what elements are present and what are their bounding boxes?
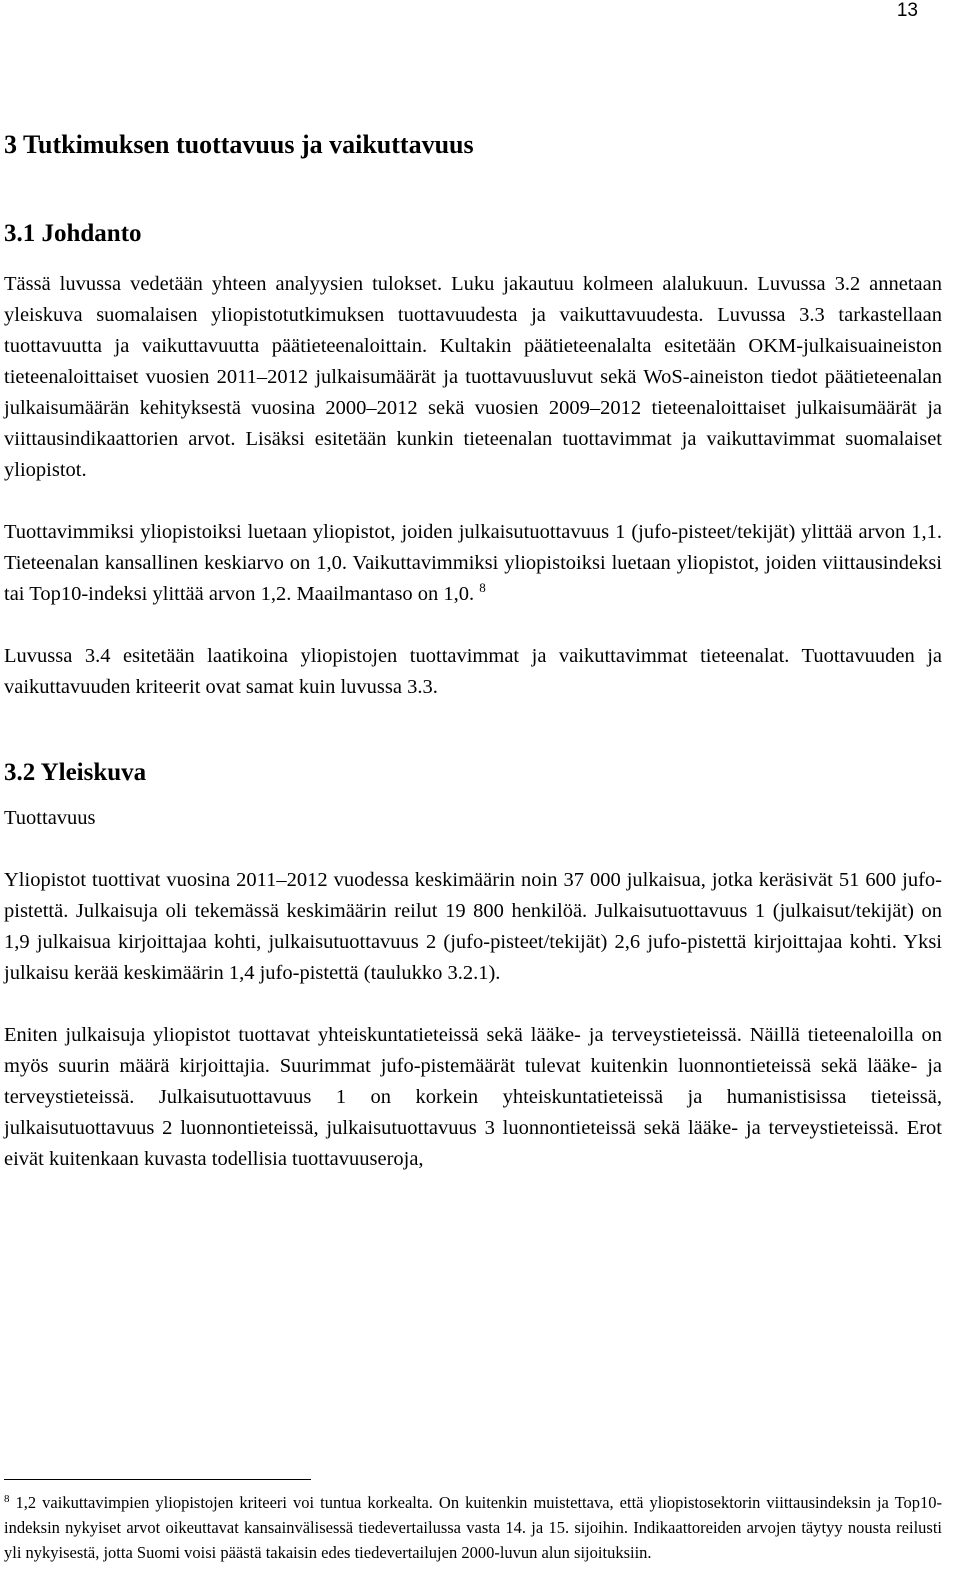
section-heading-yleiskuva: 3.2 Yleiskuva [4, 759, 147, 786]
chapter-title: 3 Tutkimuksen tuottavuus ja vaikuttavuus [4, 130, 474, 159]
page-content [4, 125, 942, 1175]
footnote-reference: 8 [479, 580, 486, 595]
footnote [4, 1490, 942, 1565]
footnote-divider [4, 1479, 311, 1480]
footnote-number: 8 [4, 1493, 10, 1505]
paragraph-intro-2 [4, 517, 942, 610]
footnote-text: 1,2 vaikuttavimpien yliopistojen kriteeri voi tuntua korkealta. On kuitenkin muistettava, että yliopistosektorin viittausindeksin ja Top10-indeksin nykyiset arvot oikeuttavat kansainvälisessä tiedevertailussa vasta 14. ja 15. sijoihin. Indikaattoreiden arvojen täytyy nousta reilusti yli nykyisestä, jotta Suomi voisi päästä takaisin edes tiedevertailujen 2000-luvun alun sijoituksiin. [4, 1493, 942, 1562]
paragraph-intro-3: Luvussa 3.4 esitetään laatikoina yliopistojen tuottavimmat ja vaikuttavimmat tieteenalat. Tuottavuuden ja vaikuttavuuden kriteerit ovat samat kuin luvussa 3.3. [4, 645, 942, 698]
paragraph-yleiskuva-1: Yliopistot tuottivat vuosina 2011–2012 vuodessa keskimäärin noin 37 000 julkaisua, jotka keräsivät 51 600 jufo-pistettä. Julkaisuja oli tekemässä keskimäärin reilut 19 800 henkilöä. Julkaisutuottavuus 1 (julkaisut/tekijät) on 1,9 julkaisua kirjoittajaa kohti, julkaisutuottavuus 2 (jufo-pisteet/tekijät) 2,6 jufo-pistettä kirjoittajaa kohti. Yksi julkaisu kerää keskimäärin 1,4 jufo-pistettä (taulukko 3.2.1). [4, 869, 942, 984]
paragraph-intro-2-text: Tuottavimmiksi yliopistoiksi luetaan yliopistot, joiden julkaisutuottavuus 1 (jufo-pisteet/tekijät) ylittää arvon 1,1. Tieteenalan kansallinen keskiarvo on 1,0. Vaikuttavimmiksi yliopistoiksi luetaan yliopistot, joiden viittausindeksi tai Top10-indeksi ylittää arvon 1,2. Maailmantaso on 1,0. [4, 521, 942, 605]
section-heading-johdanto: 3.1 Johdanto [4, 220, 142, 247]
page-number: 13 [896, 0, 918, 21]
subheading-tuottavuus: Tuottavuus [4, 807, 96, 829]
paragraph-intro-1: Tässä luvussa vedetään yhteen analyysien tulokset. Luku jakautuu kolmeen alalukuun. Luvussa 3.2 annetaan yleiskuva suomalaisen yliopistotutkimuksen tuottavuudesta ja vaikuttavuudesta. Luvussa 3.3 tarkastellaan tuottavuutta ja vaikuttavuutta päätieteenaloittain. Kultakin päätieteenalalta esitetään OKM-julkaisuaineiston tieteenaloittaiset vuosien 2011–2012 julkaisumäärät ja tuottavuusluvut sekä WoS-aineiston tiedot päätieteenalan julkaisumäärän kehityksestä vuosina 2000–2012 sekä vuosien 2009–2012 tieteenaloittaiset julkaisumäärät ja viittausindikaattorien arvot. Lisäksi esitetään kunkin tieteenalan tuottavimmat ja vaikuttavimmat suomalaiset yliopistot. [4, 273, 942, 481]
paragraph-yleiskuva-2: Eniten julkaisuja yliopistot tuottavat yhteiskuntatieteissä sekä lääke- ja terveystieteissä. Näillä tieteenaloilla on myös suurin määrä kirjoittajia. Suurimmat jufo-pistemäärät tulevat kuitenkin luonnontieteissä sekä lääke- ja terveystieteissä. Julkaisutuottavuus 1 on korkein yhteiskuntatieteissä ja humanistisissa tieteissä, julkaisutuottavuus 2 luonnontieteissä, julkaisutuottavuus 3 luonnontieteissä sekä lääke- ja terveystieteissä. Erot eivät kuitenkaan kuvasta todellisia tuottavuuseroja, [4, 1024, 942, 1170]
